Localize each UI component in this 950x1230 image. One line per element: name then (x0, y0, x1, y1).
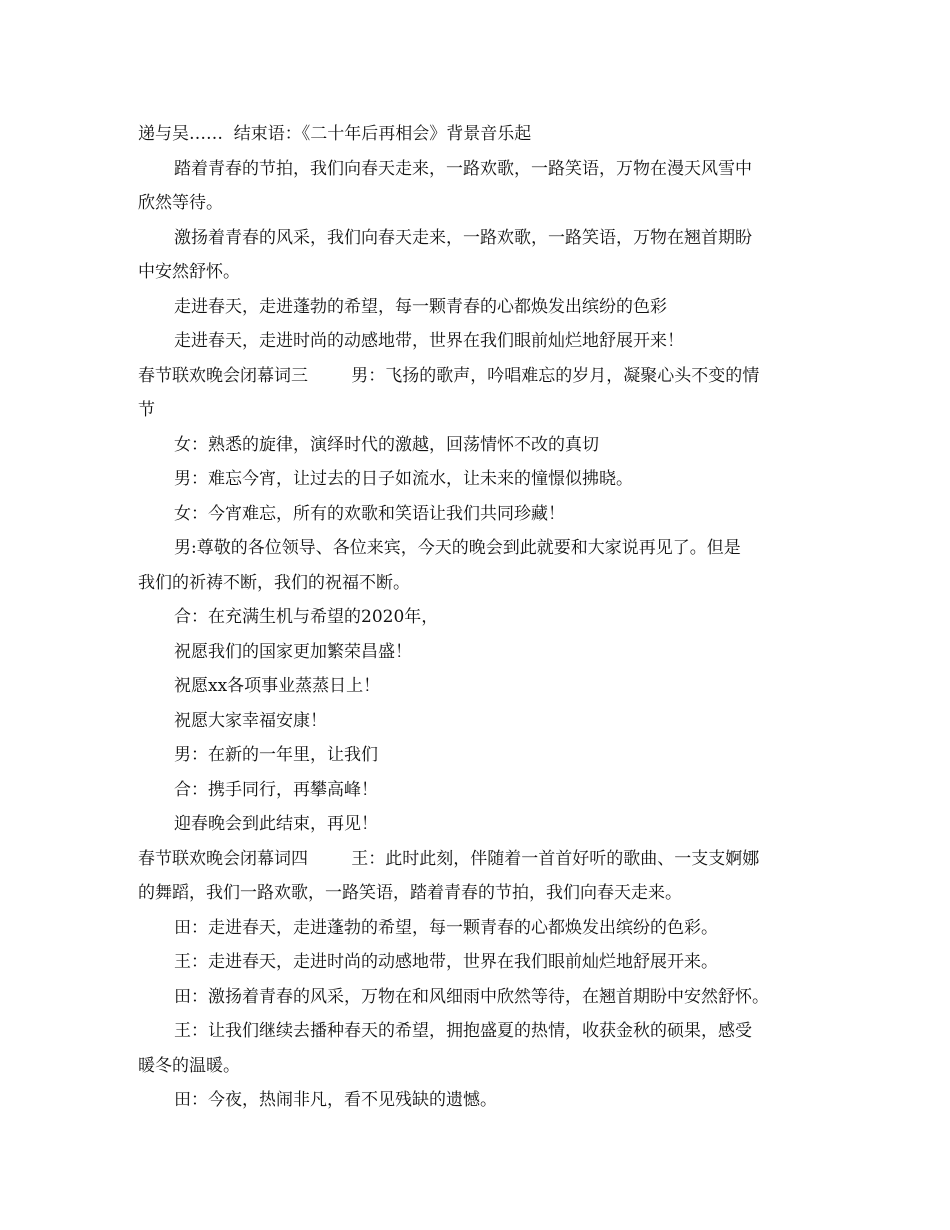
text-line: 合：在充满生机与希望的2020年， (174, 607, 439, 627)
text-line: 春节联欢晚会闭幕词三 男：飞扬的歌声，吟唱难忘的岁月，凝聚心头不变的情 (138, 365, 760, 386)
text-line: 男：难忘今宵，让过去的日子如流水，让未来的憧憬似拂晓。 (174, 469, 633, 489)
text-line: 中安然舒怀。 (138, 262, 240, 282)
text-line: 春节联欢晚会闭幕词四 王：此时此刻，伴随着一首首好听的歌曲、一支支婀娜 (138, 848, 760, 869)
text-line: 田：今夜，热闹非凡，看不见残缺的遗憾。 (174, 1090, 497, 1110)
text-line: 我们的祈祷不断，我们的祝福不断。 (138, 572, 410, 593)
text-line: 递与吴…… 结束语：《二十年后再相会》背景音乐起 (138, 124, 532, 144)
text-line: 踏着青春的节拍，我们向春天走来，一路欢歌，一路笑语，万物在漫天风雪中 (174, 158, 752, 179)
text-line: 迎春晚会到此结束，再见！ (174, 814, 378, 834)
text-line: 祝愿我们的国家更加繁荣昌盛！ (174, 641, 412, 662)
text-line: 暖冬的温暖。 (138, 1055, 240, 1076)
text-line: 田：激扬着青春的风采，万物在和风细雨中欣然等待，在翘首期盼中安然舒怀。 (174, 986, 769, 1007)
text-line: 田：走进春天，走进蓬勃的希望，每一颗青春的心都焕发出缤纷的色彩。 (174, 917, 718, 938)
text-line: 祝愿xx各项事业蒸蒸日上！ (174, 676, 381, 696)
document-body (138, 117, 818, 1118)
text-line: 激扬着青春的风采，我们向春天走来，一路欢歌，一路笑语，万物在翘首期盼 (174, 227, 752, 248)
text-line: 的舞蹈，我们一路欢歌，一路笑语，踏着青春的节拍，我们向春天走来。 (138, 883, 682, 903)
text-line: 节 (138, 400, 155, 420)
text-line: 走进春天，走进蓬勃的希望，每一颗青春的心都焕发出缤纷的色彩 (174, 296, 667, 317)
text-line: 王：走进春天，走进时尚的动感地带，世界在我们眼前灿烂地舒展开来。 (174, 952, 718, 972)
text-line: 女：今宵难忘，所有的欢歌和笑语让我们共同珍藏！ (174, 503, 565, 524)
text-line: 走进春天，走进时尚的动感地带，世界在我们眼前灿烂地舒展开来！ (174, 331, 684, 351)
text-line: 欣然等待。 (138, 193, 223, 213)
text-line: 男:尊敬的各位领导、各位来宾，今天的晚会到此就要和大家说再见了。但是 (174, 538, 741, 558)
text-line: 合：携手同行，再攀高峰！ (174, 779, 378, 800)
text-line: 祝愿大家幸福安康！ (174, 710, 327, 731)
text-line: 女：熟悉的旋律，演绎时代的激越，回荡情怀不改的真切 (174, 434, 599, 455)
text-line: 王：让我们继续去播种春天的希望，拥抱盛夏的热情，收获金秋的硕果，感受 (174, 1021, 752, 1041)
text-line: 男：在新的一年里，让我们 (174, 745, 378, 765)
